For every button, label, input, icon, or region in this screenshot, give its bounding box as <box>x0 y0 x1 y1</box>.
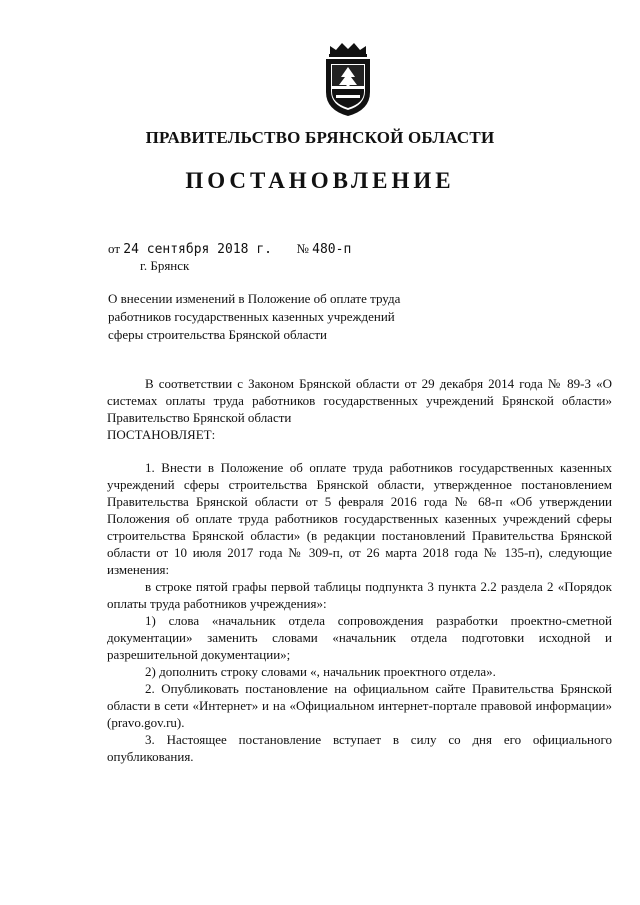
item-1-paragraph: 1. Внести в Положение об оплате труда работников государственных казенных учреждений сферы строительства Брянской области, утвержденное постановлением Правительства Брянской области от 5 февраля 2016 года № 68-п «Об утверждении Положения об оплате труда работников государственных казенных учреждений сферы строительства Брянской области» (в редакции постановлений Правительства Брянской области от 10 июля 2017 года № 309-п, от 26 марта 2018 года № 135-п), следующие изменения: <box>107 460 612 577</box>
government-title: ПРАВИТЕЛЬСТВО БРЯНСКОЙ ОБЛАСТИ <box>145 128 495 147</box>
resolves-label: ПОСТАНОВЛЯЕТ: <box>107 427 216 442</box>
subject-line: сферы строительства Брянской области <box>108 327 327 342</box>
subject-line: О внесении изменений в Положение об оплате труда <box>108 291 401 306</box>
preamble-paragraph: В соответствии с Законом Брянской области от 29 декабря 2014 года № 89-З «О системах оплаты труда работников государственных учреждений Брянской области» Правительство Брянской области <box>107 376 612 425</box>
document-city: г. Брянск <box>140 258 190 273</box>
item-3-paragraph: 3. Настоящее постановление вступает в силу со дня его официального опубликования. <box>107 732 612 764</box>
document-subject <box>108 290 468 344</box>
from-label: от <box>108 241 121 256</box>
item-1-sub-1-paragraph: 1) слова «начальник отдела сопровождения разработки проектно-сметной документации» заменить словами «начальник отдела подготовки исходной и разрешительной документации»; <box>107 613 612 662</box>
document-type-title: ПОСТАНОВЛЕНИЕ <box>185 168 455 193</box>
document-meta <box>108 241 351 257</box>
item-1-sub-2-paragraph: 2) дополнить строку словами «, начальник проектного отдела». <box>145 664 496 679</box>
document-date: 24 сентября 2018 г. <box>123 242 272 257</box>
bryansk-coat-of-arms-icon <box>322 40 374 118</box>
number-sign: № <box>296 241 309 256</box>
item-2-paragraph: 2. Опубликовать постановление на официальном сайте Правительства Брянской области в сети «Интернет» и на «Официальном интернет-портале правовой информации» (pravo.gov.ru). <box>107 681 612 730</box>
document-body <box>107 375 612 765</box>
document-number: 480-п <box>312 242 352 257</box>
item-1-row-paragraph: в строке пятой графы первой таблицы подпункта 3 пункта 2.2 раздела 2 «Порядок оплаты труда работников учреждения»: <box>107 579 612 611</box>
subject-line: работников государственных казенных учреждений <box>108 309 395 324</box>
